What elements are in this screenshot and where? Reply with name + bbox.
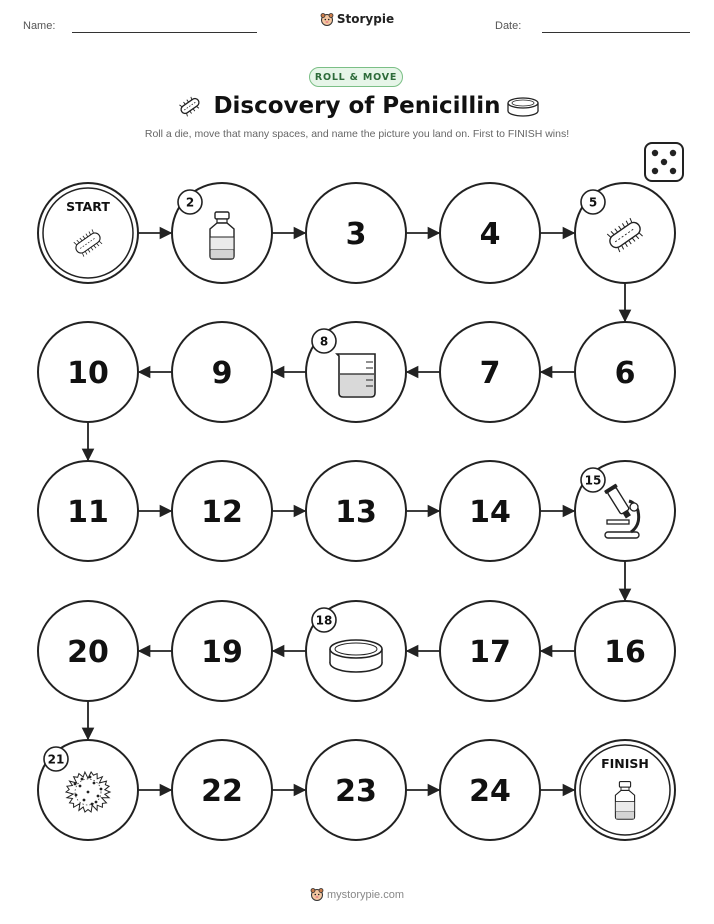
board-space-17[interactable] xyxy=(440,601,540,701)
board-space-8[interactable] xyxy=(306,322,406,422)
board-space-5[interactable] xyxy=(575,183,675,283)
board-space-9[interactable] xyxy=(172,322,272,422)
space-number: 3 xyxy=(345,217,367,252)
board-space-24[interactable] xyxy=(440,740,540,840)
space-number: 9 xyxy=(211,356,233,391)
board-space-12[interactable] xyxy=(172,461,272,561)
space-number: 2 xyxy=(185,195,195,210)
space-number: 20 xyxy=(67,635,109,670)
date-label: Date: xyxy=(495,20,522,32)
space-number: 19 xyxy=(201,635,243,670)
board-space-25[interactable] xyxy=(575,740,675,840)
space-circle xyxy=(38,183,138,283)
board-space-14[interactable] xyxy=(440,461,540,561)
space-number: 17 xyxy=(469,635,511,670)
space-number: 24 xyxy=(469,774,511,809)
space-number: 18 xyxy=(315,613,333,628)
board-space-2[interactable] xyxy=(172,183,272,283)
space-number: 6 xyxy=(614,356,636,391)
roll-and-move-badge: ROLL & MOVE xyxy=(309,67,403,87)
space-number: 12 xyxy=(201,495,243,530)
board-space-23[interactable] xyxy=(306,740,406,840)
space-number: 10 xyxy=(67,356,109,391)
space-number: 14 xyxy=(469,495,511,530)
board-space-1[interactable] xyxy=(38,183,138,283)
space-number: 23 xyxy=(335,774,377,809)
space-number: 8 xyxy=(319,334,329,349)
space-number: 7 xyxy=(479,356,501,391)
space-number: 16 xyxy=(604,635,646,670)
storypie-logo-icon xyxy=(310,887,324,901)
space-number: 21 xyxy=(47,752,65,767)
footer-url[interactable]: mystorypie.com xyxy=(326,889,405,901)
board-space-22[interactable] xyxy=(172,740,272,840)
petri-dish-icon xyxy=(330,640,382,672)
space-number: 11 xyxy=(67,495,109,530)
space-number: 4 xyxy=(479,217,501,252)
board-space-20[interactable] xyxy=(38,601,138,701)
name-label: Name: xyxy=(23,20,56,32)
board-space-11[interactable] xyxy=(38,461,138,561)
page-title: Discovery of Penicillin xyxy=(213,93,501,119)
board-space-15[interactable] xyxy=(575,461,675,561)
finish-label: FINISH xyxy=(601,756,649,771)
board-space-7[interactable] xyxy=(440,322,540,422)
board-space-21[interactable] xyxy=(38,740,138,840)
space-number: 15 xyxy=(584,473,602,488)
board-space-3[interactable] xyxy=(306,183,406,283)
space-number: 5 xyxy=(588,195,598,210)
start-label: START xyxy=(66,199,110,214)
footer xyxy=(0,887,714,901)
space-number: 22 xyxy=(201,774,243,809)
instructions: Roll a die, move that many spaces, and name the picture you land on. First to FINISH wins! xyxy=(144,128,570,140)
board-space-13[interactable] xyxy=(306,461,406,561)
board-space-19[interactable] xyxy=(172,601,272,701)
board-space-4[interactable] xyxy=(440,183,540,283)
board-space-18[interactable] xyxy=(306,601,406,701)
board-space-16[interactable] xyxy=(575,601,675,701)
board-space-10[interactable] xyxy=(38,322,138,422)
space-number: 13 xyxy=(335,495,377,530)
beaker-icon xyxy=(337,354,375,397)
board-space-6[interactable] xyxy=(575,322,675,422)
brand-name: Storypie xyxy=(336,12,395,26)
